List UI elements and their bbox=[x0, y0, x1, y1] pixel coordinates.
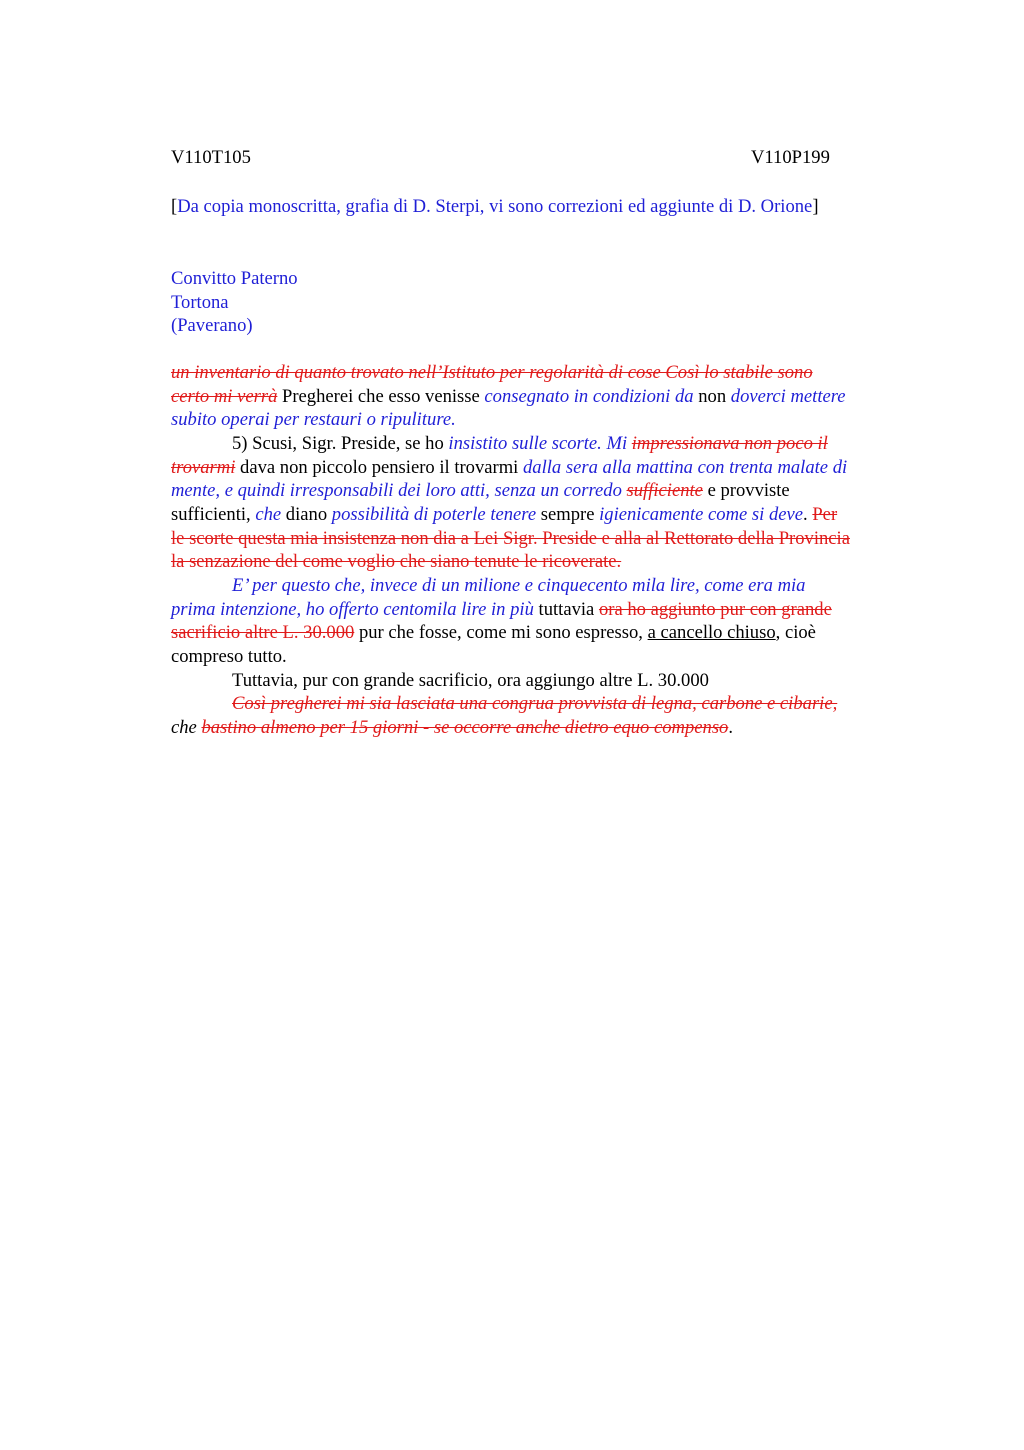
added-text: doverci mettere bbox=[730, 385, 846, 407]
note-bracket-open: [ bbox=[171, 196, 178, 217]
body-text: pur che fosse, come mi sono espresso, bbox=[354, 622, 648, 644]
body-text: sufficienti, bbox=[171, 503, 256, 525]
added-text: igienicamente come si deve bbox=[599, 503, 804, 525]
body-text: dava non piccolo pensiero il trovarmi bbox=[235, 456, 523, 478]
body-line-15 bbox=[171, 692, 931, 716]
body-text: . bbox=[803, 503, 813, 525]
left-code: V110T105 bbox=[171, 147, 251, 168]
right-code: V110P199 bbox=[751, 147, 830, 168]
added-text: insistito sulle scorte. Mi bbox=[448, 432, 632, 454]
body-text: sempre bbox=[536, 503, 600, 525]
added-text: E’ per questo che, invece di un milione e cinquecento mila lire, come era mia bbox=[232, 574, 806, 596]
body-line-2 bbox=[171, 385, 931, 409]
deleted-text: la senzazione del come voglio che siano tenute le ricoverate. bbox=[171, 551, 622, 573]
added-text: dalla sera alla mattina con trenta malate di bbox=[523, 456, 848, 478]
address-block bbox=[171, 267, 298, 338]
body-line-6 bbox=[171, 479, 931, 503]
address-line-1: Convitto Paterno bbox=[171, 268, 298, 289]
body-line-5 bbox=[171, 456, 931, 480]
added-text: consegnato in condizioni da bbox=[484, 385, 694, 407]
body-line-3 bbox=[171, 408, 931, 432]
deleted-text: sacrificio altre L. 30.000 bbox=[171, 622, 355, 644]
deleted-text: le scorte questa mia insistenza non dia a Lei Sigr. Preside e alla al Rettorato della Provincia bbox=[171, 527, 850, 549]
body-line-10 bbox=[171, 574, 931, 598]
body-text: Pregherei che esso venisse bbox=[277, 385, 485, 407]
body-line-16 bbox=[171, 716, 931, 740]
letter-body bbox=[171, 361, 931, 740]
deleted-text: impressionava non poco il bbox=[631, 432, 828, 454]
deleted-text: sufficiente bbox=[626, 480, 703, 502]
deleted-text: certo mi verrà bbox=[171, 385, 278, 407]
deleted-text: bastino almeno per 15 giorni - se occorre anche dietro equo compenso bbox=[201, 716, 729, 738]
body-line-11 bbox=[171, 598, 931, 622]
added-text: che bbox=[255, 503, 282, 525]
underlined-text: a cancello chiuso bbox=[647, 622, 776, 644]
body-text: tuttavia bbox=[533, 598, 599, 620]
body-line-4 bbox=[171, 432, 931, 456]
body-text: diano bbox=[281, 503, 332, 525]
body-text: Tuttavia, pur con grande sacrificio, ora aggiungo altre L. 30.000 bbox=[232, 669, 709, 691]
body-text: . bbox=[728, 716, 734, 738]
deleted-text: ora ho aggiunto pur con grande bbox=[598, 598, 832, 620]
body-line-1 bbox=[171, 361, 931, 385]
body-text: e provviste bbox=[702, 480, 790, 502]
body-line-12 bbox=[171, 621, 931, 645]
added-text: possibilità di poterle tenere bbox=[331, 503, 537, 525]
body-text: , cioè bbox=[775, 622, 816, 644]
body-line-7 bbox=[171, 503, 931, 527]
deleted-text: Così pregherei mi sia lasciata una congrua provvista di legna, carbone e cibarie, bbox=[232, 693, 838, 715]
note-bracket-close: ] bbox=[812, 196, 819, 217]
added-text: prima intenzione, ho offerto centomila lire in più bbox=[171, 598, 534, 620]
note-text: Da copia monoscritta, grafia di D. Sterpi, vi sono correzioni ed aggiunte di D. Orione bbox=[177, 196, 813, 217]
address-line-2: Tortona bbox=[171, 291, 229, 313]
body-line-8 bbox=[171, 527, 931, 551]
deleted-text: Per bbox=[812, 503, 838, 525]
added-text: mente, e quindi irresponsabili dei loro atti, senza un corredo bbox=[171, 480, 627, 502]
body-text: 5) Scusi, Sigr. Preside, se ho bbox=[232, 432, 449, 454]
body-line-14 bbox=[171, 669, 931, 693]
body-text: non bbox=[693, 385, 731, 407]
deleted-text: trovarmi bbox=[171, 456, 236, 478]
source-note bbox=[171, 196, 931, 218]
header-codes bbox=[171, 148, 841, 168]
body-line-13 bbox=[171, 645, 931, 669]
deleted-text: un inventario di quanto trovato nell’Istituto per regolarità di cose Così lo stabile sono bbox=[171, 362, 813, 383]
body-line-9 bbox=[171, 550, 931, 574]
body-text: che bbox=[171, 716, 202, 738]
added-text: subito operai per restauri o ripuliture. bbox=[171, 409, 456, 431]
address-line-3: (Paverano) bbox=[171, 315, 253, 336]
body-text: compreso tutto. bbox=[171, 645, 287, 667]
